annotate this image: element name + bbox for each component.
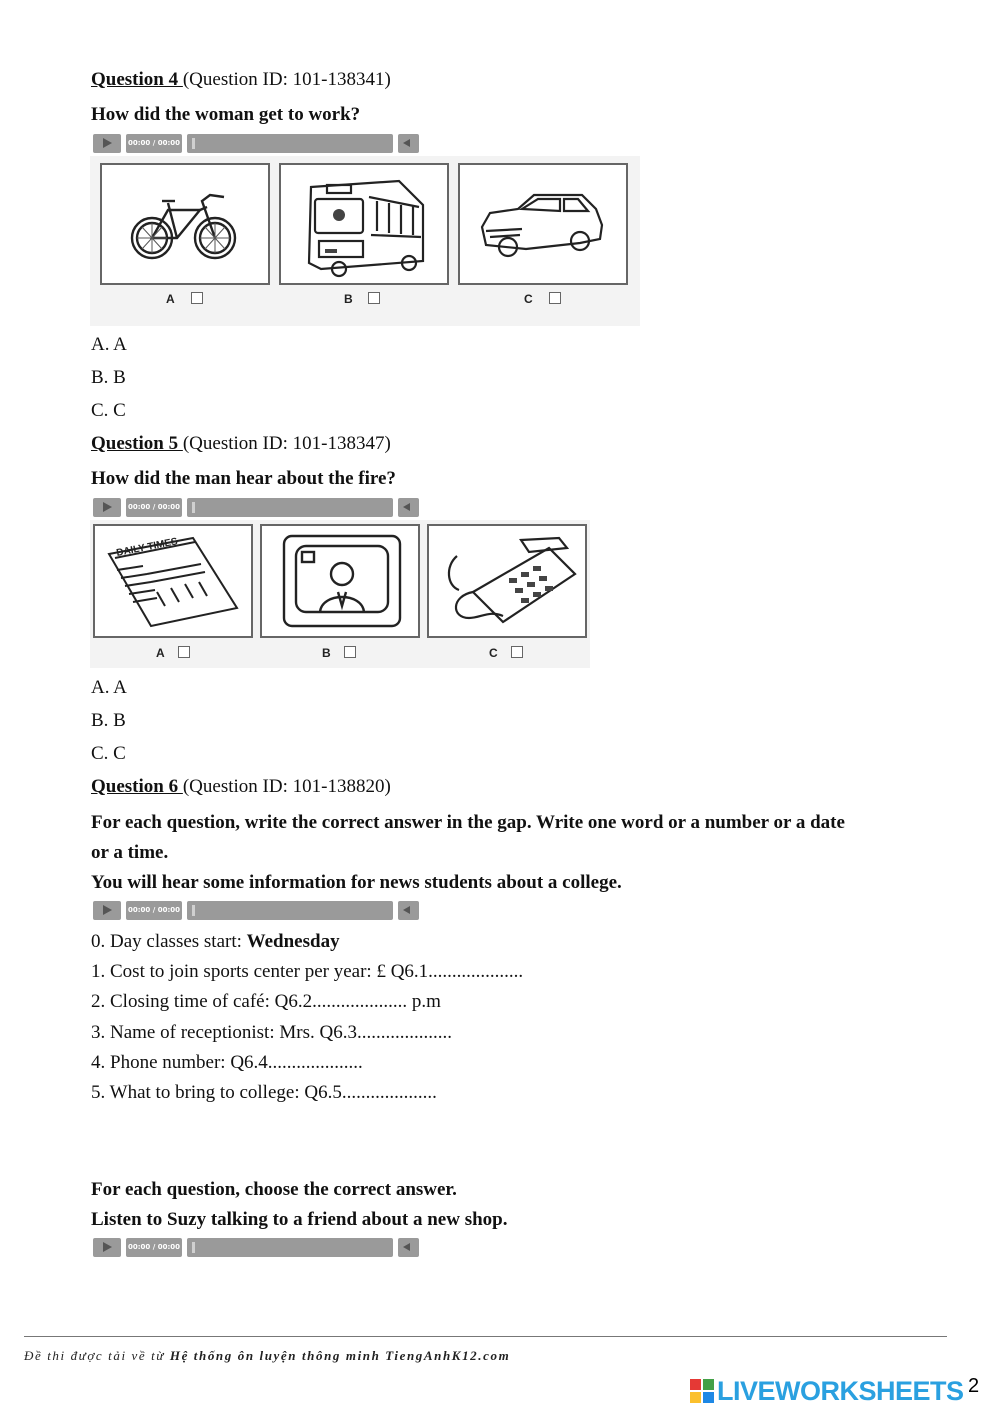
q6-example-prefix: 0. Day classes start: [91, 931, 247, 952]
telephone-icon [429, 526, 585, 636]
picture-b-bus[interactable] [279, 163, 449, 285]
page-number: 2 [968, 1375, 980, 1397]
q6-item-5[interactable]: 5. What to bring to college: Q6.5.................... [91, 1082, 437, 1103]
play-icon[interactable] [93, 1238, 121, 1257]
footer-source [24, 1348, 510, 1364]
newspaper-masthead: DAILY TIMES [115, 536, 179, 559]
progress-track[interactable] [187, 134, 393, 153]
q5-label: Question 5 [91, 433, 183, 454]
picture-c-telephone[interactable] [427, 524, 587, 638]
volume-icon[interactable] [398, 134, 419, 153]
television-icon [262, 526, 418, 636]
player-time: 00:00 / 00:00 [126, 1238, 182, 1257]
q6-label: Question 6 [91, 776, 183, 797]
logo-square-1 [690, 1379, 701, 1390]
q5-audio-player [93, 498, 419, 518]
picture-c-label: C [524, 292, 533, 306]
picture-a-label: A [156, 646, 165, 660]
logo-grid-icon [690, 1379, 714, 1403]
q4-picture-options [90, 156, 640, 326]
picture-b-label: B [344, 292, 353, 306]
q6-example [91, 931, 340, 953]
q6-instruction-line1: For each question, write the correct answer in the gap. Write one word or a number or a date [91, 812, 845, 833]
player-time: 00:00 / 00:00 [126, 134, 182, 153]
q4-prompt: How did the woman get to work? [91, 104, 361, 125]
q6-heading [91, 776, 391, 798]
picture-c-checkbox[interactable] [549, 292, 561, 304]
picture-a-newspaper[interactable] [93, 524, 253, 638]
q6-context: You will hear some information for news students about a college. [91, 872, 622, 893]
progress-track[interactable] [187, 498, 393, 517]
q6-item-2[interactable]: 2. Closing time of café: Q6.2.................... p.m [91, 991, 441, 1012]
q4-option-b[interactable]: B. B [91, 367, 126, 388]
q6-example-answer: Wednesday [246, 931, 340, 952]
picture-c-checkbox[interactable] [511, 646, 523, 658]
q4-audio-player [93, 134, 419, 154]
q5-id: (Question ID: 101-138347) [182, 433, 391, 454]
play-icon[interactable] [93, 901, 121, 920]
q4-option-c[interactable]: C. C [91, 400, 126, 421]
picture-c-label: C [489, 646, 498, 660]
picture-b-label: B [322, 646, 331, 660]
liveworksheets-logo [690, 1376, 990, 1406]
picture-a-label: A [166, 292, 175, 306]
q5-option-b[interactable]: B. B [91, 710, 126, 731]
q7-audio-player [93, 1238, 419, 1258]
play-icon[interactable] [93, 498, 121, 517]
player-time: 00:00 / 00:00 [126, 498, 182, 517]
q6-item-1[interactable]: 1. Cost to join sports center per year: £ Q6.1.................... [91, 961, 524, 982]
q6-item-3[interactable]: 3. Name of receptionist: Mrs. Q6.3.................... [91, 1022, 452, 1043]
progress-track[interactable] [187, 1238, 393, 1257]
q5-option-c[interactable]: C. C [91, 743, 126, 764]
q6-item-4[interactable]: 4. Phone number: Q6.4.................... [91, 1052, 363, 1073]
player-time: 00:00 / 00:00 [126, 901, 182, 920]
q4-option-a[interactable]: A. A [91, 334, 127, 355]
picture-a-bicycle[interactable] [100, 163, 270, 285]
play-icon[interactable] [93, 134, 121, 153]
q4-label: Question 4 [91, 69, 183, 90]
picture-b-checkbox[interactable] [368, 292, 380, 304]
bicycle-icon [102, 165, 268, 283]
volume-icon[interactable] [398, 1238, 419, 1257]
picture-b-checkbox[interactable] [344, 646, 356, 658]
bus-icon [281, 165, 447, 283]
car-icon [460, 165, 626, 283]
volume-icon[interactable] [398, 901, 419, 920]
progress-track[interactable] [187, 901, 393, 920]
q5-picture-options [90, 520, 590, 668]
logo-text: LIVEWORKSHEETS [717, 1376, 964, 1406]
logo-square-4 [703, 1392, 714, 1403]
q5-heading [91, 433, 391, 455]
logo-square-3 [690, 1392, 701, 1403]
picture-a-checkbox[interactable] [178, 646, 190, 658]
q6-instruction-line2: or a time. [91, 842, 169, 863]
q6-id: (Question ID: 101-138820) [182, 776, 391, 797]
q4-id: (Question ID: 101-138341) [182, 69, 391, 90]
volume-icon[interactable] [398, 498, 419, 517]
picture-b-television[interactable] [260, 524, 420, 638]
footer-divider [24, 1336, 947, 1337]
footer-prefix: Đề thi được tải về từ [24, 1348, 170, 1363]
footer-brand: Hệ thống ôn luyện thông minh TiengAnhK12.com [169, 1348, 511, 1363]
picture-c-car[interactable] [458, 163, 628, 285]
q6-audio-player [93, 901, 419, 921]
q5-option-a[interactable]: A. A [91, 677, 127, 698]
q5-prompt: How did the man hear about the fire? [91, 468, 396, 489]
q7-instruction: For each question, choose the correct answer. [91, 1179, 457, 1200]
picture-a-checkbox[interactable] [191, 292, 203, 304]
logo-square-2 [703, 1379, 714, 1390]
q4-heading [91, 69, 391, 91]
q7-context: Listen to Suzy talking to a friend about a new shop. [91, 1209, 508, 1230]
newspaper-icon [95, 526, 251, 636]
